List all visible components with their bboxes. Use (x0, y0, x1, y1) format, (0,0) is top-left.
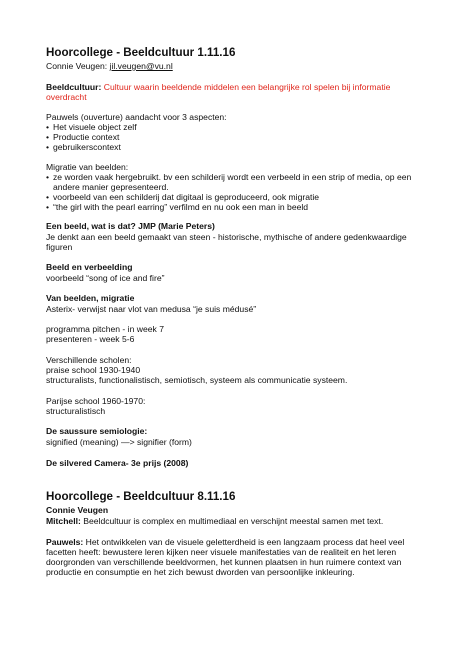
section-heading: De silvered Camera- 3e prijs (2008) (46, 458, 189, 468)
schedule-line: presenteren - week 5-6 (46, 334, 135, 344)
section-text: voorbeeld “song of ice and fire” (46, 273, 165, 283)
mitchell-line (46, 516, 383, 526)
question-heading: Een beeld, wat is dat? JMP (Marie Peters) (46, 221, 215, 231)
scholen-line: structuralists, functionalistisch, semiotisch, systeem als communicatie systeem. (46, 375, 348, 385)
mitchell-label: Mitchell: (46, 516, 81, 526)
lecture-heading-2: Hoorcollege - Beeldcultuur 8.11.16 (46, 490, 236, 503)
list-item: • voorbeeld van een schilderij dat digitaal is geproduceerd, ook migratie (46, 192, 319, 202)
pauwels-intro: Pauwels (ouverture) aandacht voor 3 aspecten: (46, 112, 227, 122)
list-item: • Productie context (46, 132, 119, 142)
pauwels-text-cont: facetten heeft: bewustere leren kijken neer visuele manifestaties van de realiteit en het leren (46, 547, 397, 557)
pauwels-text: Het ontwikkelen van de visuele geletterdheid is een langzaam process dat heel veel (83, 537, 405, 547)
author-email-link[interactable]: jil.veugen@vu.nl (109, 61, 173, 71)
list-item: • gebruikerscontext (46, 142, 121, 152)
list-item: • “the girl with the pearl earring” verfilmd en nu ook een man in beeld (46, 202, 308, 212)
pauwels-label: Pauwels: (46, 537, 84, 547)
section-text: Asterix- verwijst naar vlot van medusa “je suis médusé” (46, 304, 257, 314)
lecture-heading-1: Hoorcollege - Beeldcultuur 1.11.16 (46, 46, 236, 59)
question-text: Je denkt aan een beeld gemaakt van steen - historische, mythische of andere gedenkwaardige (46, 232, 407, 242)
definition-text-cont: overdracht (46, 92, 87, 102)
parijse-line: Parijse school 1960-1970: (46, 396, 146, 406)
scholen-line: praise school 1930-1940 (46, 365, 141, 375)
migratie-intro: Migratie van beelden: (46, 162, 129, 172)
list-item: • ze worden vaak hergebruikt. bv een schilderij wordt een verbeeld in een strip of media, op een (46, 172, 411, 182)
author-line-2: Connie Veugen (46, 505, 109, 515)
scholen-line: Verschillende scholen: (46, 355, 132, 365)
section-heading: De saussure semiologie: (46, 426, 148, 436)
list-item: • Het visuele object zelf (46, 122, 137, 132)
section-heading: Van beelden, migratie (46, 293, 135, 303)
author-line (46, 61, 173, 71)
section-text: signified (meaning) —> signifier (form) (46, 437, 192, 447)
pauwels-text-cont: doorgronden van verschillende beeldvormen, het kunnen plaatsen in hun ruimere context van (46, 557, 402, 567)
definition-line (46, 82, 390, 92)
pauwels-text-cont: productie en consumptie en het zich bewust dworden van persoonlijke inkleuring. (46, 567, 355, 577)
definition-text: Cultuur waarin beeldende middelen een belangrijke rol spelen bij informatie (101, 82, 391, 92)
question-text-cont: figuren (46, 242, 73, 252)
schedule-line: programma pitchen - in week 7 (46, 324, 164, 334)
mitchell-text: Beeldcultuur is complex en multimediaal en verschijnt meestal samen met text. (80, 516, 384, 526)
definition-label: Beeldcultuur: (46, 82, 102, 92)
author-prefix: Connie Veugen: (46, 61, 110, 71)
parijse-line: structuralistisch (46, 406, 106, 416)
section-heading: Beeld en verbeelding (46, 262, 133, 272)
pauwels-line (46, 537, 404, 547)
list-item-cont: andere manier gepresenteerd. (53, 182, 169, 192)
